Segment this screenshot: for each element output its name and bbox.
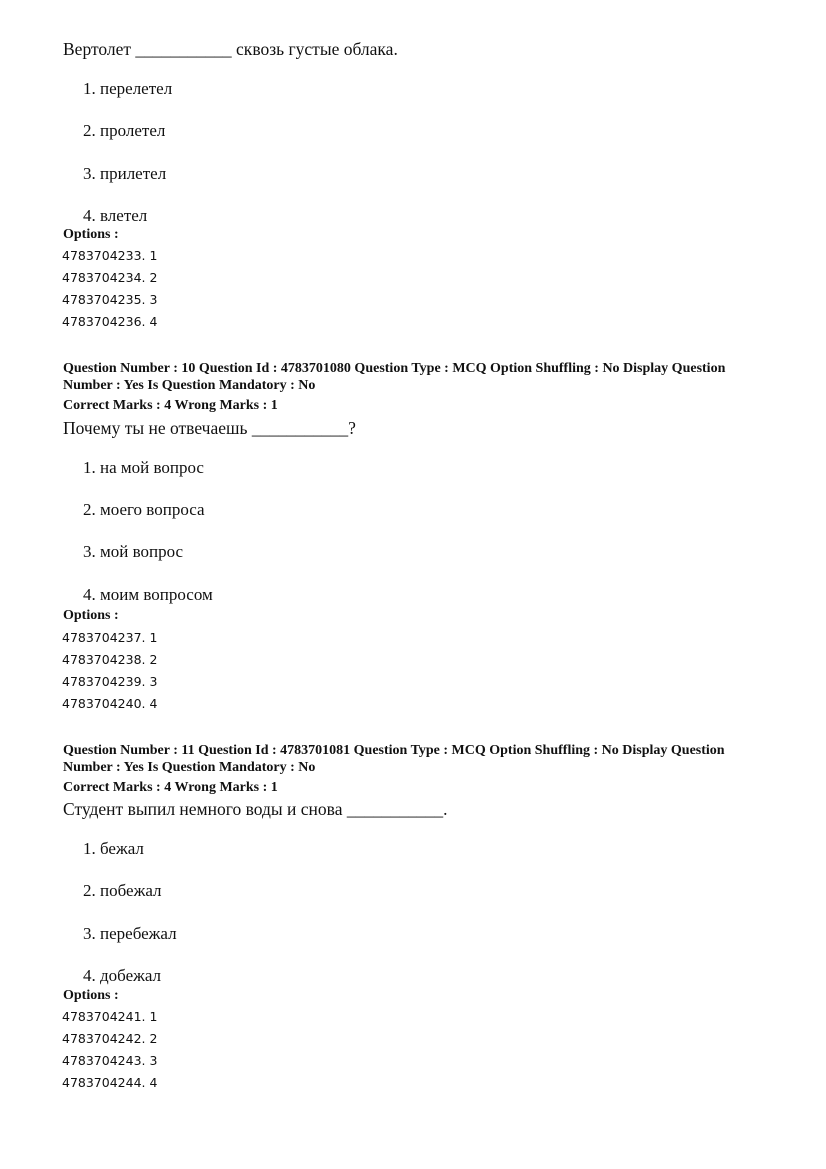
q10-option-id-2: 4783704238. 2 — [62, 652, 158, 667]
q10-meta-line-1: Question Number : 10 Question Id : 4783701080 Question Type : MCQ Option Shuffling : No Display Question — [63, 361, 726, 376]
q10-choice-2: 2. моего вопроса — [83, 500, 205, 519]
q9-choice-2: 2. пролетел — [83, 121, 166, 140]
q9-option-id-2: 4783704234. 2 — [62, 270, 158, 285]
q11-option-id-3: 4783704243. 3 — [62, 1053, 158, 1068]
q10-option-id-1: 4783704237. 1 — [62, 630, 158, 645]
q9-question-text: Вертолет ___________ сквозь густые облака. — [63, 39, 398, 59]
q10-meta-line-2: Number : Yes Is Question Mandatory : No — [63, 378, 316, 393]
q9-option-id-1: 4783704233. 1 — [62, 248, 158, 263]
q9-option-id-3: 4783704235. 3 — [62, 292, 158, 307]
q10-choice-3: 3. мой вопрос — [83, 542, 184, 561]
q11-choice-1: 1. бежал — [83, 839, 144, 858]
q11-choice-4: 4. добежал — [83, 966, 162, 985]
q10-marks: Correct Marks : 4 Wrong Marks : 1 — [63, 398, 278, 413]
q10-option-id-4: 4783704240. 4 — [62, 696, 158, 711]
q11-question-text: Студент выпил немного воды и снова ___________. — [63, 799, 448, 819]
q11-meta-line-1: Question Number : 11 Question Id : 4783701081 Question Type : MCQ Option Shuffling : No Display Question — [63, 743, 725, 758]
q11-meta-line-2: Number : Yes Is Question Mandatory : No — [63, 760, 316, 775]
q10-option-id-3: 4783704239. 3 — [62, 674, 158, 689]
q11-choice-3: 3. перебежал — [83, 924, 177, 943]
q10-options-label: Options : — [63, 608, 119, 623]
q9-choice-3: 3. прилетел — [83, 164, 167, 183]
q11-option-id-1: 4783704241. 1 — [62, 1009, 158, 1024]
q9-choice-1: 1. перелетел — [83, 79, 173, 98]
q9-choice-4: 4. влетел — [83, 206, 148, 225]
q11-option-id-2: 4783704242. 2 — [62, 1031, 158, 1046]
q10-choice-1: 1. на мой вопрос — [83, 458, 204, 477]
q11-choice-2: 2. побежал — [83, 881, 162, 900]
q10-choice-4: 4. моим вопросом — [83, 585, 213, 604]
q11-marks: Correct Marks : 4 Wrong Marks : 1 — [63, 780, 278, 795]
q10-question-text: Почему ты не отвечаешь ___________? — [63, 418, 356, 438]
q11-option-id-4: 4783704244. 4 — [62, 1075, 158, 1090]
q9-options-label: Options : — [63, 227, 119, 242]
q11-options-label: Options : — [63, 988, 119, 1003]
q9-option-id-4: 4783704236. 4 — [62, 314, 158, 329]
